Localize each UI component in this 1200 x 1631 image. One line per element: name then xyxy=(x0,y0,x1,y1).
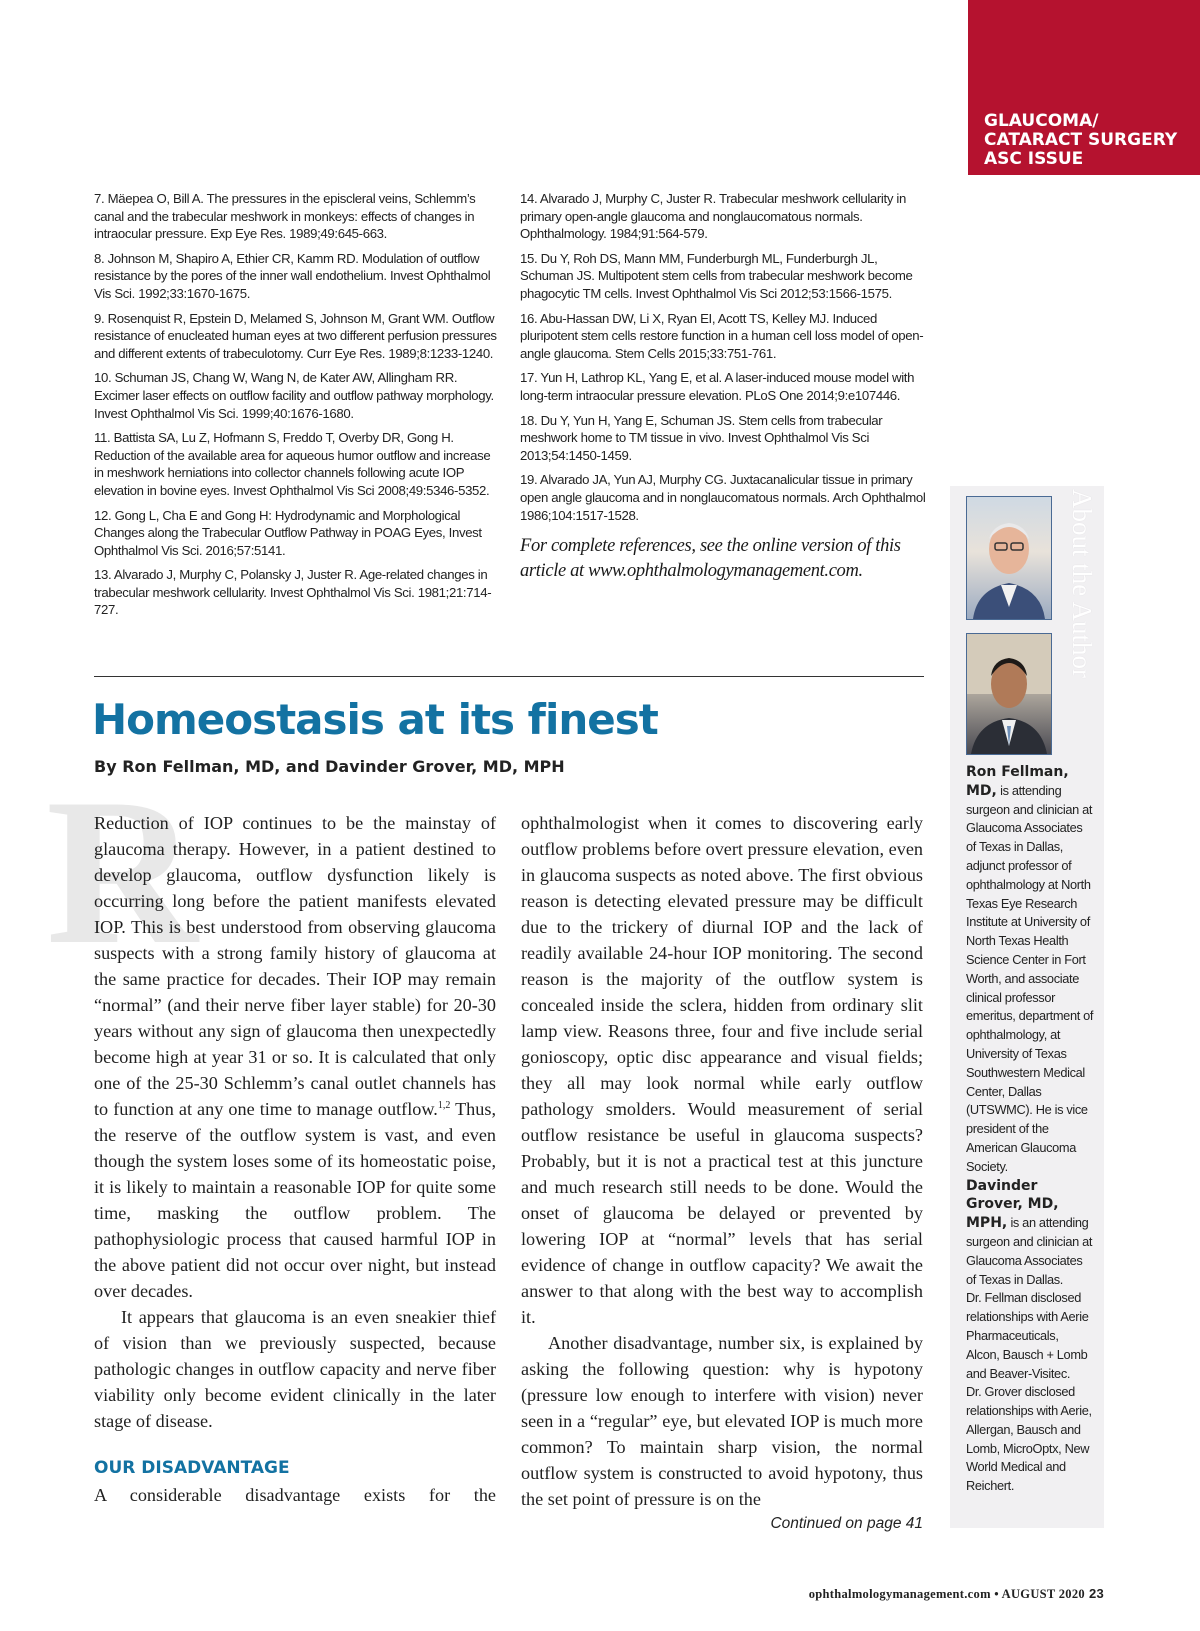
bio-text: is attending surgeon and clinician at Glaucoma Associates of Texas in Dallas, adjunct professor of ophthalmology at North Texas Eye Research Institute at University of North Texas Health Science Center in Fort Worth, and associate clinical professor emeritus, department of ophthalmology, at University of Texas Southwestern Medical Center, Dallas (UTSWMC). He is vice president of the American Glaucoma Society. xyxy=(966,782,1094,1174)
page-footer xyxy=(809,1586,1104,1602)
paragraph: ophthalmologist when it comes to discovering early outflow problems before overt pressure elevation, even in glaucoma suspects as noted above. The first obvious reason is detecting elevated pressure may be difficult due to the trickery of diurnal IOP and the lack of readily available 24-hour IOP monitoring. The second reason is the majority of the outflow system is concealed inside the sclera, hidden from ordinary slit lamp view. Reasons three, four and five include serial gonioscopy, optic disc appearance and visual fields; they all may look normal while early outflow pathology smolders. Would measurement of serial outflow resistance be useful in glaucoma suspects? Probably, but it is not a practical test at this juncture and much research still needs to be done. Would the onset of glaucoma be delayed or prevented by lowering IOP at “normal” levels that has serial evidence of change in outflow capacity? We await the answer to that along with the best way to accomplish it. xyxy=(521,813,923,1327)
paragraph: It appears that glaucoma is an even sneakier thief of vision than we previously suspected, because pathologic changes in outflow capacity and nerve fiber viability only become evident clinically in the later stage of disease. xyxy=(94,1307,496,1431)
disclosure: Dr. Grover disclosed relationships with Aerie, Allergan, Bausch and Lomb, MicroOptx, New World Medical and Reichert. xyxy=(966,1384,1092,1494)
author-photo-fellman xyxy=(966,496,1052,620)
bio-text: is an attending surgeon and clinician at Glaucoma Associates of Texas in Dallas. xyxy=(966,1215,1093,1287)
reference-item: 12. Gong L, Cha E and Gong H: Hydrodynamic and Morphological Changes along the Trabecular Outflow Pathway in POAG Eyes, Invest Ophthalmol Vis Sci. 2016;57:5141. xyxy=(94,507,482,558)
reference-item: 14. Alvarado J, Murphy C, Juster R. Trabecular meshwork cellularity in primary open-angle glaucoma and nonglaucomatous normals. Ophthalmology. 1984;91:564-579. xyxy=(520,191,906,242)
section-tag-line: CATARACT SURGERY xyxy=(984,130,1178,150)
continued-note: Continued on page 41 xyxy=(770,1515,923,1532)
paragraph-text: Thus, the reserve of the outflow system is vast, and even though the system loses some of its homeostatic poise, it is likely to maintain a reasonable IOP for quite some time, masking the outflow problem. The pathophysiologic process that caused harmful IOP in the above patient did not occur over night, but instead over decades. xyxy=(94,1099,496,1301)
paragraph: A considerable disadvantage exists for the xyxy=(94,1485,496,1505)
references-left-column xyxy=(94,190,502,626)
drop-cap: R xyxy=(46,756,198,988)
paragraph xyxy=(94,810,496,1304)
footer-separator: • xyxy=(990,1587,1002,1601)
bio-name: Davinder Grover, MD, MPH, xyxy=(966,1177,1059,1232)
reference-item: 17. Yun H, Lathrop KL, Yang E, et al. A laser-induced mouse model with long-term intraocular pressure elevation. PLoS One 2014;9:e107446. xyxy=(520,370,915,403)
paragraph: Another disadvantage, number six, is explained by asking the following question: why is hypotony (pressure low enough to interfere with vision) never seen in a “regular” eye, but elevated IOP is much more common? To maintain sharp vision, the normal outflow system is constructed to avoid hypotony, thus the set point of pressure is on the xyxy=(521,1333,923,1509)
section-tag-text xyxy=(984,112,1177,169)
portrait-icon xyxy=(967,634,1051,754)
about-author-vertical-title xyxy=(1067,489,1108,759)
article-column-1 xyxy=(94,810,496,1508)
vertical-title-text: About the Author xyxy=(1067,489,1097,678)
section-divider xyxy=(94,676,924,677)
online-references-note: For complete references, see the online version of this article at www.ophthalmologymanagement.com. xyxy=(520,536,901,582)
reference-item: 7. Mäepea O, Bill A. The pressures in the episcleral veins, Schlemm’s canal and the trabecular meshwork in monkeys: effects of changes in intraocular pressure. Exp Eye Res. 1989;49:645-663. xyxy=(94,191,476,242)
article-byline: By Ron Fellman, MD, and Davinder Grover, MD, MPH xyxy=(94,757,565,776)
author-photo-grover xyxy=(966,633,1052,755)
reference-item: 18. Du Y, Yun H, Yang E, Schuman JS. Stem cells from trabecular meshwork home to TM tissue in vivo. Invest Ophthalmol Vis Sci 2013;54:1450-1459. xyxy=(520,412,883,463)
section-tag-line: ASC ISSUE xyxy=(984,149,1084,169)
bio-fellman xyxy=(966,763,1094,1177)
subheading: OUR DISADVANTAGE xyxy=(94,1458,290,1478)
paragraph-text: Reduction of IOP continues to be the mainstay of glaucoma therapy. However, in a patient destined to develop glaucoma, outflow dysfunction likely is occurring long before the patient manifests elevated IOP. This is best understood from observing glaucoma suspects with a strong family history of glaucoma at the same practice for decades. Their IOP may remain “normal” (and their nerve fiber layer stable) for 20-30 years without any sign of glaucoma then unexpectedly become high at year 31 or so. It is calculated that only one of the 25-30 Schlemm’s canal outlet channels has to function at any one time to manage outflow. xyxy=(94,813,496,1119)
reference-item: 16. Abu-Hassan DW, Li X, Ryan EI, Acott TS, Kelley MJ. Induced pluripotent stem cells restore function in a human cell loss model of open-angle glaucoma. Stem Cells 2015;33:751-761. xyxy=(520,310,924,361)
section-tag-line: GLAUCOMA/ xyxy=(984,111,1099,131)
author-bios xyxy=(966,763,1094,1496)
footer-site: ophthalmologymanagement.com xyxy=(808,1587,991,1601)
references-right-column xyxy=(520,190,928,603)
reference-item: 8. Johnson M, Shapiro A, Ethier CR, Kamm RD. Modulation of outflow resistance by the pores of the inner wall endothelium. Invest Ophthalmol Vis Sci. 1992;33:1670-1675. xyxy=(94,250,491,301)
page-number: 23 xyxy=(1088,1586,1104,1601)
reference-item: 9. Rosenquist R, Epstein D, Melamed S, Johnson M, Grant WM. Outflow resistance of enucleated human eyes at two different perfusion pressures and different extents of trabeculotomy. Curr Eye Res. 1989;8:1233-1240. xyxy=(94,310,497,361)
disclosure: Dr. Fellman disclosed relationships with Aerie Pharmaceuticals, Alcon, Bausch + Lomb and Beaver-Visitec. xyxy=(966,1290,1089,1381)
citation-superscript: 1,2 xyxy=(437,1099,451,1111)
section-tag xyxy=(968,0,1200,175)
reference-item: 15. Du Y, Roh DS, Mann MM, Funderburgh ML, Funderburgh JL, Schuman JS. Multipotent stem cells from trabecular meshwork become phagocytic TM cells. Invest Ophthalmol Vis Sci 2012;53:1566-1575. xyxy=(520,250,913,301)
bio-grover xyxy=(966,1177,1094,1290)
footer-issue: AUGUST 2020 xyxy=(1001,1587,1085,1601)
article-column-2 xyxy=(521,810,923,1536)
portrait-icon xyxy=(967,497,1051,619)
reference-item: 10. Schuman JS, Chang W, Wang N, de Kater AW, Allingham RR. Excimer laser effects on outflow facility and outflow pathway morphology. Invest Ophthalmol Vis Sci. 1999;40:1676-1680. xyxy=(94,370,494,421)
article-title: Homeostasis at its finest xyxy=(92,695,658,744)
bio-name: Ron Fellman, MD, xyxy=(966,764,1069,799)
reference-item: 11. Battista SA, Lu Z, Hofmann S, Freddo T, Overby DR, Gong H. Reduction of the available area for aqueous humor outflow and increase in meshwork herniations into collector channels following acute IOP elevation in bovine eyes. Invest Ophthalmol Vis Sci 2008;49:5346-5352. xyxy=(94,430,491,498)
reference-item: 19. Alvarado JA, Yun AJ, Murphy CG. Juxtacanalicular tissue in primary open angle glaucoma and in nonglaucomatous normals. Arch Ophthalmol 1986;104:1517-1528. xyxy=(520,472,926,523)
reference-item: 13. Alvarado J, Murphy C, Polansky J, Juster R. Age-related changes in trabecular meshwork cellularity. Invest Ophthalmol Vis Sci. 1981;21:714-727. xyxy=(94,567,492,618)
